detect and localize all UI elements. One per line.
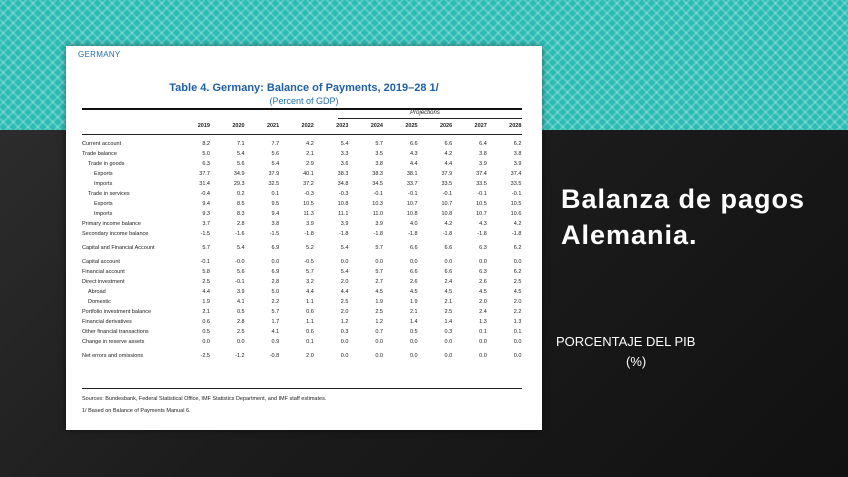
table-cell: 0.0 [375,259,383,265]
slide-subtitle: PORCENTAJE DEL PIB [556,334,696,349]
table-cell: -0.1 [200,259,210,265]
table-cell: 0.6 [306,329,314,335]
table-cell: 8.5 [236,201,245,207]
year-header-row [82,121,522,131]
table-cell: 4.3 [479,221,487,227]
sources-note: Sources: Bundesbank, Federal Statistical Office, IMF Statistics Department, and IMF staff estimates. [82,396,327,402]
table-cell: 3.5 [375,151,383,157]
table-cell: 5.4 [236,245,245,251]
table-cell: 1.2 [375,319,383,325]
table-cell: 4.2 [444,221,453,227]
table-cell: -0.1 [442,191,453,197]
table-cell: 6.6 [409,245,418,251]
table-cell: 5.0 [271,289,280,295]
table-cell: 5.4 [340,269,349,275]
table-cell: 5.4 [271,161,280,167]
table-cell: 6.9 [271,269,280,275]
country-label: GERMANY [78,50,121,59]
footnote: 1/ Based on Balance of Payments Manual 6. [82,408,191,414]
table-cell: 0.0 [409,259,418,265]
row-label: Other financial transactions [82,329,149,335]
table-cell: 2.5 [513,279,522,285]
table-cell: 2.5 [444,309,453,315]
table-row [82,189,522,199]
table-cell: 11.1 [338,211,349,217]
table-cell: 0.0 [479,339,487,345]
year-header: 2022 [301,123,314,129]
table-cell: 37.7 [199,171,210,177]
table-cell: 9.4 [202,201,210,207]
table-cell: 34.5 [372,181,383,187]
table-cell: 5.7 [375,141,383,147]
table-cell: 0.1 [479,329,487,335]
table-cell: 0.0 [444,259,453,265]
table-cell: 5.2 [306,245,314,251]
table-cell: 0.0 [479,259,487,265]
table-cell: -1.8 [511,231,522,237]
table-cell: 6.6 [444,245,453,251]
row-label: Secondary income balance [82,231,149,237]
table-cell: 4.2 [444,151,453,157]
table-cell: -0.3 [304,191,314,197]
table-cell: 0.0 [409,339,418,345]
table-cell: -0.8 [269,353,280,359]
table-cell: -1.8 [442,231,453,237]
table-cell: -1.8 [373,231,383,237]
table-cell: 2.5 [202,279,210,285]
row-label: Exports [94,171,113,177]
table-cell: 3.9 [375,221,383,227]
table-cell: 0.5 [202,329,210,335]
table-cell: 0.6 [306,309,314,315]
table-cell: -0.5 [304,259,314,265]
table-cell: 5.4 [236,151,245,157]
table-cell: 2.1 [444,299,453,305]
table-cell: 8.3 [236,211,245,217]
table-cell: 2.7 [375,279,383,285]
year-header: 2019 [197,123,210,129]
table-cell: 4.5 [375,289,383,295]
table-cell: -1.8 [304,231,314,237]
row-label: Net errors and omissions [82,353,144,359]
table-cell: 1.9 [375,299,383,305]
table-cell: 10.5 [476,201,487,207]
table-cell: 2.1 [306,151,314,157]
table-row [82,179,522,189]
projections-label: Projections [410,110,440,116]
table-cell: 10.8 [441,211,453,217]
table-cell: 0.5 [409,329,418,335]
table-cell: 3.9 [306,221,314,227]
table-cell: 0.0 [513,353,522,359]
table-cell: 4.5 [513,289,522,295]
table-cell: 33.5 [510,181,522,187]
year-header: 2026 [439,123,453,129]
imf-table-image [66,46,542,430]
year-header: 2023 [336,123,349,129]
table-cell: 37.2 [303,181,314,187]
table-cell: 4.2 [513,221,522,227]
table-cell: 1.1 [306,299,314,305]
table-cell: -0.4 [200,191,210,197]
table-cell: 37.4 [510,171,522,177]
table-cell: 0.1 [271,191,280,197]
row-label: Exports [94,201,113,207]
table-cell: 6.3 [479,245,487,251]
year-header: 2027 [474,123,487,129]
table-cell: 2.1 [202,309,210,315]
table-cell: 0.0 [340,353,349,359]
table-cell: 29.3 [233,181,245,187]
table-cell: 10.6 [510,211,522,217]
table-cell: 1.3 [479,319,487,325]
table-row [82,277,522,287]
table-cell: 32.5 [268,181,280,187]
table-cell: 33.5 [441,181,453,187]
table-cell: 6.3 [202,161,210,167]
table-row [82,287,522,297]
table-cell: 2.5 [340,299,349,305]
table-cell: 10.7 [406,201,418,207]
table-cell: 4.4 [444,161,453,167]
table-cell: 2.4 [479,309,487,315]
table-cell: 4.2 [306,141,314,147]
table-cell: 3.6 [340,161,349,167]
table-cell: 0.9 [271,339,280,345]
table-cell: 5.7 [306,269,314,275]
table-cell: 6.6 [444,269,453,275]
bottom-rule [82,388,522,389]
table-cell: 6.2 [513,141,522,147]
table-cell: 40.1 [303,171,314,177]
table-cell: 9.3 [202,211,210,217]
table-cell: 1.2 [340,319,349,325]
table-row [82,243,522,253]
table-cell: 3.9 [236,289,245,295]
table-cell: 0.0 [202,339,210,345]
row-label: Imports [94,211,113,217]
table-cell: 38.1 [406,171,418,177]
table-cell: 6.3 [479,269,487,275]
row-label: Domestic [88,299,111,305]
table-cell: 8.2 [202,141,210,147]
table-cell: 10.5 [303,201,314,207]
table-cell: 10.8 [337,201,349,207]
table-cell: -0.1 [235,279,245,285]
table-cell: 2.5 [375,309,383,315]
table-cell: 4.5 [409,289,418,295]
table-cell: 2.0 [340,309,349,315]
table-cell: 10.7 [476,211,487,217]
table-cell: 2.5 [236,329,245,335]
header-rule [82,134,522,135]
table-cell: 11.3 [303,211,314,217]
table-cell: 6.2 [513,269,522,275]
table-cell: 0.0 [444,353,453,359]
table-cell: 5.6 [236,269,245,275]
row-label: Primary income balance [82,221,141,227]
table-cell: 0.1 [513,329,522,335]
table-cell: 2.6 [409,279,418,285]
row-label: Trade balance [82,151,117,157]
year-header: 2028 [509,123,522,129]
table-cell: 3.8 [479,151,487,157]
table-cell: 37.9 [268,171,280,177]
table-cell: 6.4 [479,141,487,147]
table-cell: 34.9 [233,171,245,177]
table-row [82,257,522,267]
table-cell: -1.8 [477,231,487,237]
table-cell: 6.2 [513,245,522,251]
table-cell: 0.0 [236,339,245,345]
table-cell: 4.4 [306,289,314,295]
table-cell: 9.5 [271,201,280,207]
table-cell: 5.7 [375,269,383,275]
table-cell: 10.5 [510,201,522,207]
table-row [82,317,522,327]
table-cell: 2.0 [513,299,522,305]
table-cell: 4.1 [236,299,245,305]
table-cell: 4.5 [479,289,487,295]
projections-rule [338,118,522,119]
table-cell: 2.8 [271,279,280,285]
table-cell: 11.0 [372,211,383,217]
table-cell: 31.4 [199,181,210,187]
table-cell: 1.9 [409,299,418,305]
table-row [82,139,522,149]
table-cell: 6.6 [409,269,418,275]
table-cell: 10.7 [441,201,453,207]
table-cell: 5.6 [271,151,280,157]
table-cell: 37.9 [441,171,453,177]
table-cell: 0.3 [340,329,349,335]
row-label: Financial account [82,269,125,275]
table-cell: 0.7 [375,329,383,335]
table-cell: 5.4 [340,245,349,251]
table-cell: -0.1 [477,191,487,197]
row-label: Change in reserve assets [82,339,145,345]
table-cell: 33.7 [406,181,418,187]
table-cell: 6.6 [444,141,453,147]
table-cell: 34.8 [337,181,349,187]
table-cell: 4.5 [444,289,453,295]
table-cell: -0.3 [338,191,349,197]
table-cell: -1.6 [235,231,245,237]
table-cell: 0.0 [340,259,349,265]
table-cell: -1.5 [269,231,280,237]
table-cell: 3.8 [513,151,522,157]
table-cell: 2.4 [444,279,453,285]
table-subtitle: (Percent of GDP) [269,96,339,106]
row-label: Current account [82,141,122,147]
table-cell: 10.3 [372,201,383,207]
table-cell: -0.1 [408,191,418,197]
year-header: 2020 [232,123,245,129]
table-cell: 33.5 [476,181,487,187]
table-cell: 3.8 [375,161,383,167]
table-cell: 38.3 [337,171,349,177]
table-cell: 2.0 [479,299,487,305]
table-cell: 6.9 [271,245,280,251]
row-label: Financial derivatives [82,319,132,325]
row-label: Trade in services [88,191,130,197]
table-cell: 0.0 [444,339,453,345]
table-cell: -1.2 [235,353,245,359]
table-cell: 5.8 [202,269,210,275]
table-cell: 4.1 [271,329,280,335]
year-header: 2025 [405,123,418,129]
table-cell: -1.5 [200,231,210,237]
table-cell: 1.7 [271,319,280,325]
table-row [82,351,522,361]
row-label: Capital and Financial Account [82,245,155,251]
table-cell: 0.0 [375,339,383,345]
table-cell: 3.9 [340,221,349,227]
table-cell: 5.7 [271,309,280,315]
table-cell: 5.6 [236,161,245,167]
row-label: Direct investment [82,279,125,285]
table-row [82,267,522,277]
table-row [82,169,522,179]
row-label: Abroad [88,289,106,295]
table-row [82,337,522,347]
table-cell: 0.0 [271,259,280,265]
table-cell: 37.4 [476,171,487,177]
table-cell: -0.1 [511,191,522,197]
table-cell: 2.2 [271,299,280,305]
table-row [82,149,522,159]
table-cell: -2.5 [200,353,210,359]
table-cell: 4.4 [340,289,349,295]
table-title: Table 4. Germany: Balance of Payments, 2019–28 1/ [169,82,439,94]
table-cell: 2.8 [236,319,245,325]
table-cell: 38.3 [372,171,383,177]
slide-heading: Balanza de pagos Alemania. [561,184,806,250]
table-cell: 2.1 [409,309,418,315]
table-cell: 4.4 [202,289,210,295]
row-label: Trade in goods [88,161,125,167]
table-cell: 0.2 [236,191,245,197]
table-cell: 2.0 [306,353,314,359]
table-cell: 0.0 [340,339,349,345]
table-cell: 6.6 [409,141,418,147]
table-row [82,159,522,169]
year-header: 2024 [370,123,383,129]
table-cell: 3.7 [202,221,210,227]
table-cell: 1.3 [513,319,522,325]
table-cell: 3.2 [306,279,314,285]
table-cell: 0.1 [306,339,314,345]
table-cell: 2.9 [306,161,314,167]
table-cell: 7.7 [271,141,280,147]
table-cell: 0.0 [375,353,383,359]
table-cell: 1.9 [202,299,210,305]
balance-of-payments-table [82,121,522,361]
table-cell: 2.0 [340,279,349,285]
table-cell: 0.0 [479,353,487,359]
table-cell: 0.6 [202,319,210,325]
table-cell: 2.2 [513,309,522,315]
table-cell: 9.4 [271,211,280,217]
table-cell: 2.8 [236,221,245,227]
table-cell: 3.9 [513,161,522,167]
table-cell: 5.4 [340,141,349,147]
table-cell: 2.6 [479,279,487,285]
table-row [82,219,522,229]
table-cell: 1.1 [306,319,314,325]
table-cell: 5.7 [202,245,210,251]
table-cell: 0.0 [513,259,522,265]
table-cell: 7.1 [236,141,245,147]
table-cell: 10.8 [406,211,418,217]
table-cell: 1.4 [444,319,453,325]
table-cell: 1.4 [409,319,418,325]
table-cell: 4.0 [409,221,418,227]
table-cell: 5.0 [202,151,210,157]
table-cell: 0.3 [444,329,453,335]
table-row [82,307,522,317]
table-cell: -0.0 [235,259,245,265]
row-label: Imports [94,181,113,187]
year-header: 2021 [266,123,280,129]
table-row [82,327,522,337]
table-row [82,209,522,219]
table-cell: 0.5 [236,309,245,315]
table-cell: 3.9 [479,161,487,167]
table-cell: -1.8 [408,231,418,237]
table-cell: 3.3 [340,151,349,157]
row-label: Portfolio investment balance [82,309,152,315]
table-cell: 0.0 [513,339,522,345]
row-label: Capital account [82,259,120,265]
slide-subtitle-unit: (%) [626,354,647,369]
table-row [82,297,522,307]
table-cell: 0.0 [409,353,418,359]
table-cell: 4.3 [409,151,418,157]
table-row [82,199,522,209]
table-cell: -0.1 [373,191,383,197]
table-cell: -1.8 [338,231,349,237]
table-row [82,229,522,239]
table-cell: 4.4 [409,161,418,167]
table-cell: 5.7 [375,245,383,251]
table-cell: 3.8 [271,221,280,227]
